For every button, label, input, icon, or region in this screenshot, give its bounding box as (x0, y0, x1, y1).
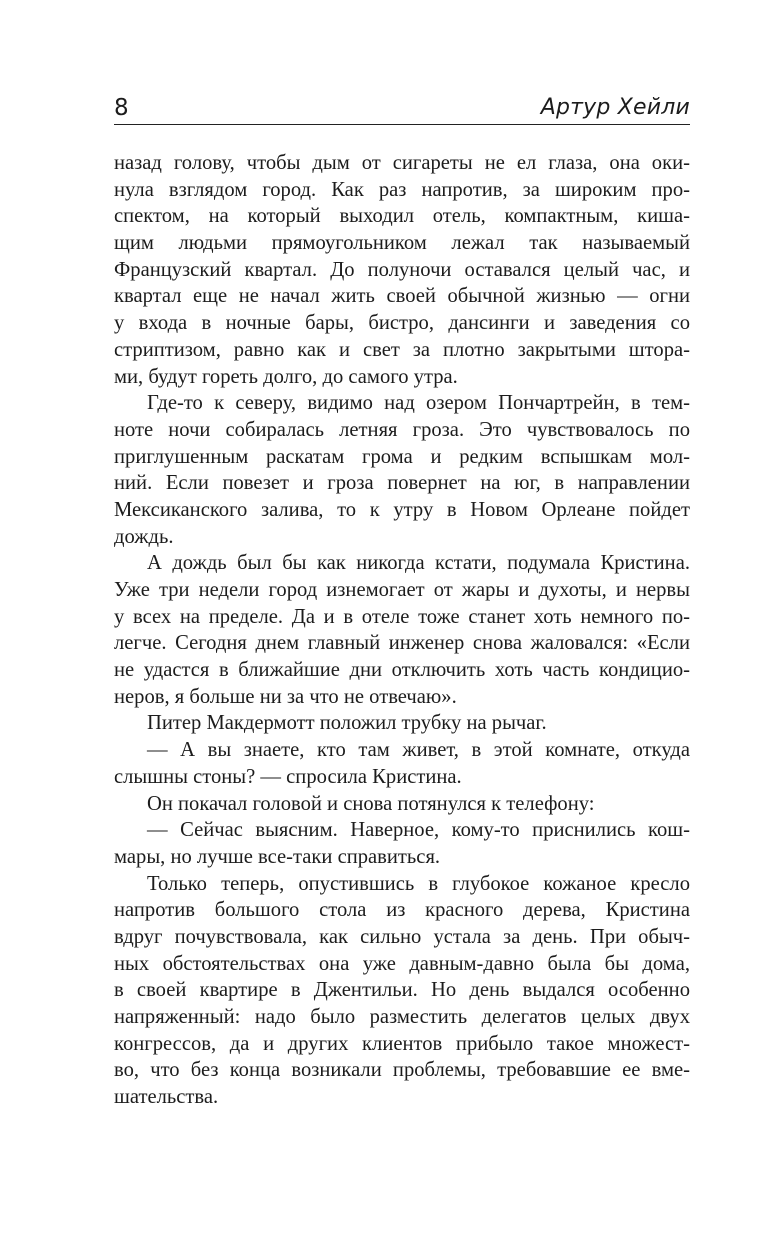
text-line: вдруг почувствовала, как сильно устала за день. При обыч- (114, 925, 690, 948)
text-line: приглушенным раскатам грома и редким вспышкам мол- (114, 445, 690, 468)
text-line: нула взглядом город. Как раз напротив, за широким про- (114, 178, 690, 201)
text-line: неров, я больше ни за что не отвечаю». (114, 685, 457, 708)
text-line: напротив большого стола из красного дерева, Кристина (114, 899, 690, 922)
paragraph (114, 710, 690, 737)
paragraph (114, 737, 690, 790)
text-line: стриптизом, равно как и свет за плотно закрытыми штора- (114, 338, 690, 361)
text-line: Где-то к северу, видимо над озером Пончартрейн, в тем- (147, 392, 690, 415)
text-line: у всех на пределе. Да и в отеле тоже станет хоть немного по- (114, 605, 690, 628)
text-line: Только теперь, опустившись в глубокое кожаное кресло (147, 872, 690, 895)
text-line: дождь. (114, 525, 174, 548)
page-header (114, 88, 690, 125)
text-line: Французский квартал. До полуночи оставался целый час, и (114, 258, 690, 281)
text-line: слышны стоны? — спросила Кристина. (114, 765, 462, 788)
text-line: ний. Если повезет и гроза повернет на юг, в направлении (114, 472, 690, 495)
text-line: — Сейчас выясним. Наверное, кому-то приснились кош- (147, 819, 690, 842)
text-line: Питер Макдермотт положил трубку на рычаг. (147, 712, 547, 735)
text-line: спектом, на который выходил отель, компактным, киша- (114, 205, 690, 228)
text-line: Уже три недели город изнемогает от жары и духоты, и нервы (114, 579, 690, 601)
text-line: в своей квартире в Джентильи. Но день выдался особенно (114, 979, 690, 1002)
text-line: ноте ночи собиралась летняя гроза. Это чувствовалось по (114, 418, 690, 441)
text-line: не удастся в ближайшие дни отключить хоть часть кондицио- (114, 659, 690, 682)
text-line: легче. Сегодня днем главный инженер снова жаловался: «Если (114, 632, 690, 655)
paragraph (114, 150, 690, 390)
text-line: — А вы знаете, кто там живет, в этой комнате, откуда (147, 739, 690, 762)
running-head-author: Артур Хейли (540, 95, 690, 120)
text-line: А дождь был бы как никогда кстати, подумала Кристина. (147, 552, 690, 575)
text-line: конгрессов, да и других клиентов прибыло такое множест- (114, 1032, 690, 1055)
paragraph (114, 871, 690, 1111)
text-line: во, что без конца возникали проблемы, требовавшие ее вме- (114, 1059, 690, 1082)
text-line: мары, но лучше все-таки справиться. (114, 845, 441, 868)
text-line: ми, будут гореть долго, до самого утра. (114, 365, 458, 388)
text-line: у входа в ночные бары, бистро, дансинги и заведения со (114, 312, 690, 335)
paragraph (114, 791, 690, 818)
paragraph (114, 817, 690, 870)
text-line: квартал еще не начал жить своей обычной жизнью — огни (114, 285, 690, 308)
text-line: Мексиканского залива, то к утру в Новом Орлеане пойдет (114, 498, 690, 521)
text-line: ных обстоятельствах она уже давным-давно была бы дома, (114, 952, 690, 975)
page-number: 8 (114, 95, 129, 121)
book-text-body (114, 150, 690, 1111)
text-line: Он покачал головой и снова потянулся к телефону: (147, 792, 595, 815)
text-line: назад голову, чтобы дым от сигареты не ел глаза, она оки- (114, 152, 690, 174)
paragraph (114, 390, 690, 550)
text-line: щим людьми прямоугольником лежал так называемый (114, 232, 690, 255)
text-line: шательства. (114, 1086, 219, 1109)
paragraph (114, 550, 690, 710)
text-line: напряженный: надо было разместить делегатов целых двух (114, 1006, 690, 1028)
